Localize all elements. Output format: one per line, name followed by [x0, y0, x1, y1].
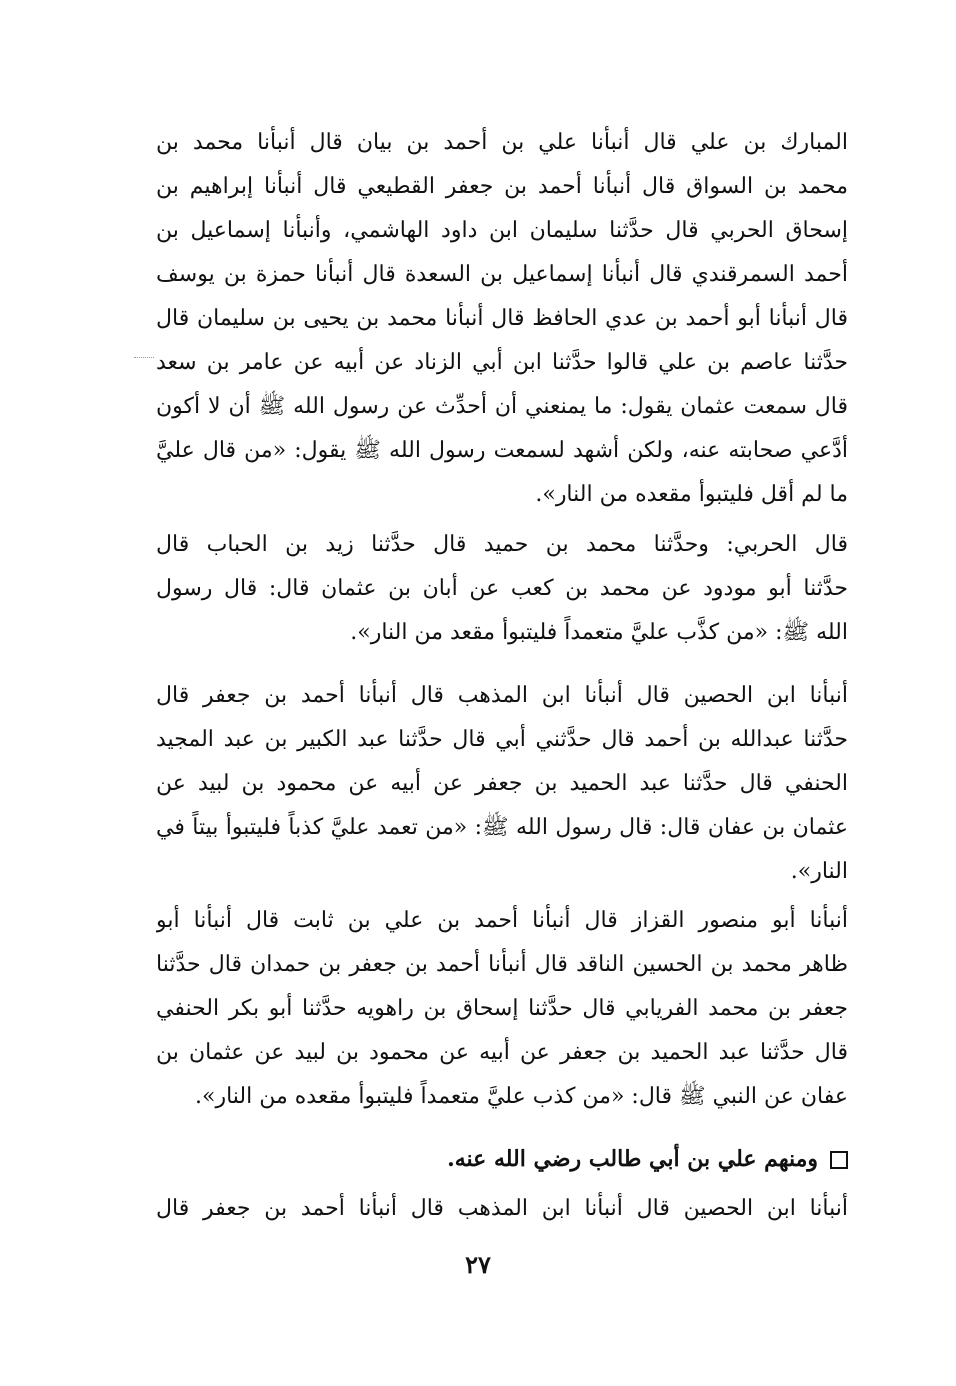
text-line: أحمد السمرقندي قال أنبأنا إسماعيل بن السعدة قال أنبأنا حمزة بن يوسف	[156, 262, 848, 287]
paragraph-2	[156, 523, 848, 655]
text-line: قال الحربي: وحدَّثنا محمد بن حميد قال حدَّثنا زيد بن الحباب قال	[156, 532, 848, 557]
paragraph-3	[156, 674, 848, 894]
section-heading-text: ومنهم علي بن أبي طالب رضي الله عنه.	[447, 1146, 818, 1172]
text-line: أدَّعي صحابته عنه، ولكن أشهد لسمعت رسول الله ﷺ يقول: «من قال عليَّ	[156, 438, 848, 463]
section-heading	[156, 1137, 848, 1181]
text-line: جعفر بن محمد الفريابي قال حدَّثنا إسحاق بن راهويه حدَّثنا أبو بكر الحنفي	[156, 996, 848, 1021]
text-line: النار».	[790, 859, 848, 884]
text-line: قال سمعت عثمان يقول: ما يمنعني أن أحدِّث عن رسول الله ﷺ أن لا أكون	[156, 394, 848, 419]
text-line: ما لم أقل فليتبوأ مقعده من النار».	[535, 482, 848, 507]
paragraph-5	[156, 1187, 848, 1231]
text-line: أنبأنا ابن الحصين قال أنبأنا ابن المذهب قال أنبأنا أحمد بن جعفر قال	[156, 683, 848, 708]
text-line: قال أنبأنا أبو أحمد بن عدي الحافظ قال أنبأنا محمد بن يحيى بن سليمان قال	[156, 306, 848, 331]
text-line: الحنفي قال حدَّثنا عبد الحميد بن جعفر عن أبيه عن محمود بن لبيد عن	[156, 771, 848, 796]
text-line: قال حدَّثنا عبد الحميد بن جعفر عن أبيه عن محمود بن لبيد عن عثمان بن	[156, 1040, 848, 1065]
margin-mark	[134, 357, 154, 358]
text-line: أنبأنا ابن الحصين قال أنبأنا ابن المذهب قال أنبأنا أحمد بن جعفر قال	[156, 1196, 848, 1221]
text-line: الله ﷺ: «من كذَّب عليَّ متعمداً فليتبوأ مقعد من النار».	[350, 620, 848, 645]
paragraph-4	[156, 899, 848, 1119]
text-line: حدَّثنا عاصم بن علي قالوا حدَّثنا ابن أبي الزناد عن أبيه عن عامر بن سعد	[156, 350, 848, 375]
text-line: ظاهر محمد بن الحسين الناقد قال أنبأنا أحمد بن جعفر بن حمدان قال حدَّثنا	[156, 952, 848, 977]
text-line: عفان عن النبي ﷺ قال: «من كذب عليَّ متعمداً فليتبوأ مقعده من النار».	[195, 1084, 848, 1109]
paragraph-1	[156, 121, 848, 517]
text-line: المبارك بن علي قال أنبأنا علي بن أحمد بن بيان قال أنبأنا محمد بن	[156, 130, 848, 155]
text-line: إسحاق الحربي قال حدَّثنا سليمان ابن داود الهاشمي، وأنبأنا إسماعيل بن	[156, 218, 848, 243]
text-line: أنبأنا أبو منصور القزاز قال أنبأنا أحمد بن علي بن ثابت قال أنبأنا أبو	[156, 908, 848, 933]
text-line: حدَّثنا عبدالله بن أحمد قال حدَّثني أبي قال حدَّثنا عبد الكبير بن عبد المجيد	[156, 727, 848, 752]
text-line: عثمان بن عفان قال: قال رسول الله ﷺ: «من تعمد عليَّ كذباً فليتبوأ بيتاً في	[156, 815, 848, 840]
page-number: ٢٧	[465, 1250, 491, 1279]
text-line: محمد بن السواق قال أنبأنا أحمد بن جعفر القطيعي قال أنبأنا إبراهيم بن	[156, 174, 848, 199]
text-line: حدَّثنا أبو مودود عن محمد بن كعب عن أبان بن عثمان قال: قال رسول	[156, 576, 848, 601]
square-bullet-icon	[830, 1151, 848, 1169]
